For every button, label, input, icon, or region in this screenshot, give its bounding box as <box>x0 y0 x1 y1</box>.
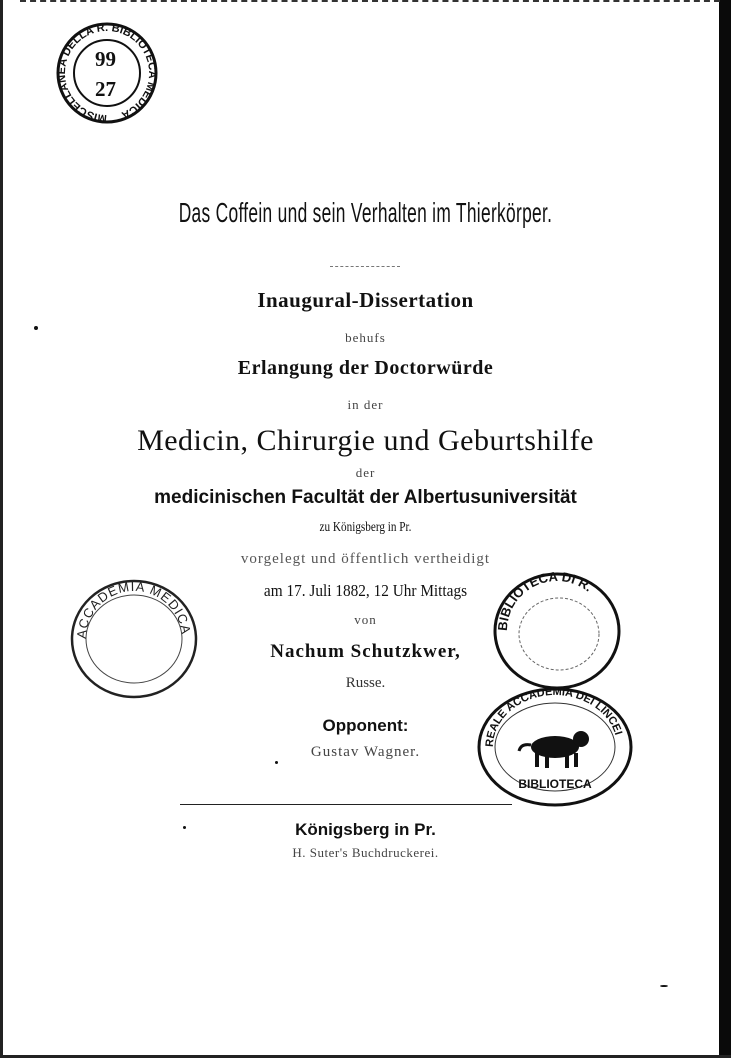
defense-date: am 17. Juli 1882, 12 Uhr Mittags <box>263 581 468 600</box>
stamp-ring-text: MISCELLANEA DELLA R. BIBLIOTECA MEDICA <box>55 21 159 125</box>
scan-edge-right <box>719 0 731 1058</box>
faculties-text: Medicin, Chirurgie und Geburtshilfe <box>137 424 594 457</box>
faculty-text: medicinischen Facultät der Albertusuniversität <box>154 487 577 508</box>
von-text: von <box>354 612 377 627</box>
title-separator <box>330 266 400 267</box>
printer-name: H. Suter's Buchdruckerei. <box>292 845 439 860</box>
erlangung-text: Erlangung der Doctorwürde <box>237 357 494 379</box>
scan-speck <box>34 326 38 330</box>
stamp-ring-text: ACCADEMIA MEDICA <box>73 578 194 640</box>
publication-place: Königsberg in Pr. <box>295 820 436 839</box>
biblioteca-stamp-upper-right <box>487 566 627 696</box>
author-nationality: Russe. <box>345 675 386 691</box>
dissertation-title: Das Coffein und sein Verhalten im Thierkörper. <box>178 197 553 228</box>
stamp-number-bottom: 27 <box>95 77 116 101</box>
lincei-stamp <box>475 685 635 810</box>
opponent-label: Opponent: <box>322 716 409 735</box>
scan-speck <box>275 761 278 764</box>
scan-edge-top <box>20 0 720 2</box>
behufs-text: behufs <box>345 330 386 345</box>
horizontal-rule <box>180 804 512 805</box>
opponent-name: Gustav Wagner. <box>310 744 421 760</box>
scan-speck <box>183 826 186 829</box>
scan-speck <box>660 985 668 987</box>
scan-edge-left <box>0 0 3 1058</box>
library-stamp-top-left <box>42 20 172 130</box>
stamp-ring-text: BIBLIOTECA DI R. <box>494 568 596 632</box>
in-der-text: in der <box>347 397 384 412</box>
stamp-banner-text: BIBLIOTECA <box>518 777 592 791</box>
stamp-ring-text: REALE ACCADEMIA DEI LINCEI <box>483 685 625 748</box>
presented-text: vorgelegt und öffentlich vertheidigt <box>240 551 491 567</box>
document-type: Inaugural-Dissertation <box>257 288 474 312</box>
stamp-number-top: 99 <box>95 47 116 71</box>
university-city: zu Königsberg in Pr. <box>319 520 412 535</box>
accademia-medica-stamp <box>64 574 204 704</box>
der-text: der <box>355 465 376 480</box>
author-name: Nachum Schutzkwer, <box>270 641 461 662</box>
lynx-emblem-icon <box>519 731 589 768</box>
